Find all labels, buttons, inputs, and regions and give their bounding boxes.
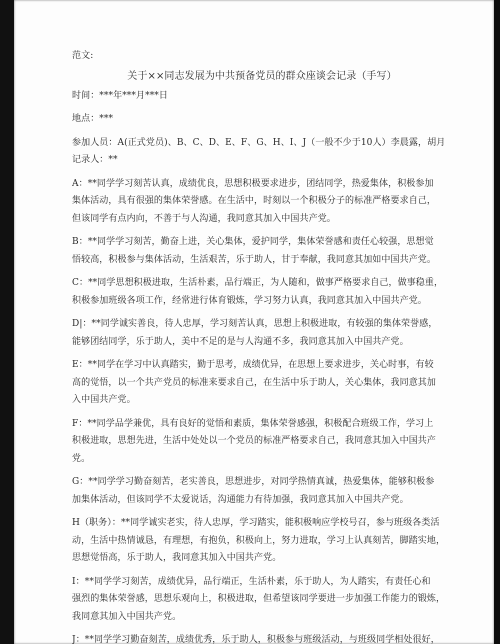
paragraph-line: B：**同学学习刻苦，勤奋上进，关心集体，爱护同学，集体荣誉感和责任心较强，思想觉 — [72, 237, 434, 247]
paragraph-line: 能够团结同学，乐于助人，美中不足的是与人沟通不多，我同意其加入中国共产党。 — [72, 336, 409, 347]
paragraph-line: 加集体活动，但该同学不太爱说话，沟通能力有待加强，我同意其加入中国共产党。 — [72, 494, 409, 505]
paragraph-line: 我同意其加入中国共产党。 — [72, 611, 182, 622]
paragraph-line: J：**同学学习勤奋刻苦，成绩优秀，乐于助人，积极参与班级活动，与班级同学相处很好， — [72, 635, 440, 644]
document-body — [72, 48, 452, 644]
paragraph-line: 集体活动，具有很强的集体荣誉感。在生活中，时刻以一个积极分子的标准严格要求自己， — [72, 196, 437, 206]
page-edge-left — [0, 0, 14, 644]
paragraph-line: D|：**同学诚实善良，待人忠厚，学习刻苦认真，思想上积极进取，有较强的集体荣誉感， — [72, 319, 438, 329]
comment-paragraph — [72, 515, 452, 568]
comment-paragraph — [72, 474, 452, 509]
paragraph-line: 党。 — [72, 453, 91, 464]
paragraph-line: A：**同学学习刻苦认真，成绩优良，思想积极要求进步，团结同学，热爱集体，积极参加 — [72, 178, 434, 189]
comment-paragraph — [72, 574, 452, 627]
paragraph-line: 悟较高，积极参与集体活动，生活艰苦，乐于助人，甘于奉献，我同意其加如中国共产党。 — [72, 254, 437, 265]
comment-paragraph — [72, 416, 452, 469]
comment-paragraph — [72, 357, 452, 410]
comment-paragraph — [72, 176, 452, 229]
paragraph-line: H（职务）：**同学诚实老实，待人忠厚，学习踏实，能积极响应学校号召，参与班级各类活 — [72, 518, 440, 528]
paragraph-line: 积极参加班级各项工作，经常进行体育锻炼，学习努力认真，我同意其加入中国共产党。 — [72, 295, 427, 306]
paragraph-line: 高的觉悟，以一个共产党员的标准来要求自己，在生活中乐于助人，关心集体，我同意其加 — [72, 377, 437, 388]
doc-label: 范文: — [72, 51, 94, 61]
comment-paragraph — [72, 632, 452, 644]
paragraph-line: 入中国共产党。 — [72, 395, 136, 405]
paragraph-line: E：**同学在学习中认真踏实，勤于思考，成绩优异，在思想上要求进步，关心时事，有较 — [72, 360, 434, 370]
paragraph-line: G：**同学学习勤奋刻苦，老实善良，思想进步，对同学热情真诚，热爱集体，能够积极参 — [72, 477, 435, 487]
doc-title: 关于××同志发展为中共预备党员的群众座谈会记录（手写） — [127, 70, 397, 82]
paragraph-line: I：**同学学习刻苦，成绩优异，品行端正，生活朴素，乐于助人，为人踏实，有责任心和 — [72, 576, 431, 587]
doc-attendees: 参加人员：A(正式党员)、B、C、D、E、F、G、H、I、J（一般不少于10人）李晨露，胡月 — [72, 137, 446, 148]
paragraph-line: 强烈的集体荣誉感，思想乐观向上，积极进取，但希望该同学要进一步加强工作能力的锻炼， — [72, 594, 446, 604]
paragraph-line: 动，生活中热情诚恳，有理想，有抱负，积极向上，努力进取，学习上认真刻苦，脚踏实地， — [72, 535, 446, 546]
paragraph-line: 但该同学有点内向，不善于与人沟通，我同意其加入中国共产党。 — [72, 213, 336, 224]
comment-paragraphs — [72, 176, 452, 644]
comment-paragraph — [72, 316, 452, 351]
comment-paragraph — [72, 234, 452, 269]
paragraph-line: C：**同学思想积极进取，生活朴素，品行端正，为人随和，做事严格要求自己，做事稳重， — [72, 278, 444, 288]
comment-paragraph — [72, 275, 452, 310]
paragraph-line: 积极进取，思想先进，生活中处处以一个党员的标准严格要求自己，我同意其加入中国共产 — [72, 436, 437, 446]
paragraph-line: F：**同学品学兼优，具有良好的觉悟和素质，集体荣誉感强，积极配合班级工作，学习上 — [72, 418, 434, 429]
doc-place: 地点：*** — [72, 114, 114, 124]
doc-time: 时间：***年***月***日 — [72, 90, 169, 101]
paragraph-line: 思想觉悟高，乐于助人，我同意其加入中国共产党。 — [72, 553, 282, 563]
document-page — [14, 0, 494, 644]
doc-recorder: 记录人：** — [72, 155, 118, 165]
page-edge-right — [494, 0, 500, 644]
